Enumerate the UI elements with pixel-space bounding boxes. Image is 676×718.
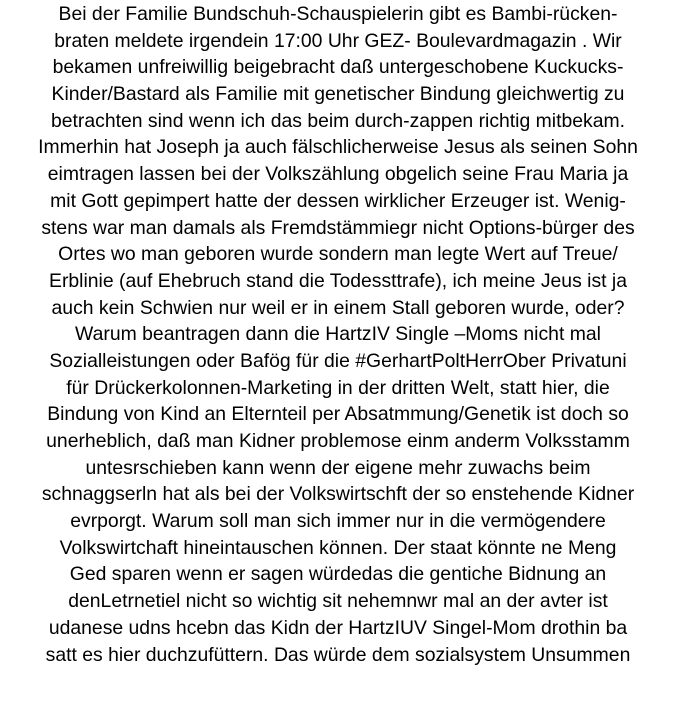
text-line: betrachten sind wenn ich das beim durch-zappen richtig mitbekam. <box>50 109 625 132</box>
text-line: bekamen unfreiwillig beigebracht daß untergeschobene Kuckucks- <box>52 56 624 79</box>
text-line: Erblinie (auf Ehebruch stand die Todessttrafe), ich meine Jeus ist ja <box>49 269 627 292</box>
text-line: evrporgt. Warum soll man sich immer nur in die vermögendere <box>70 510 606 533</box>
text-line: untesrschieben kann wenn der eigene mehr zuwachs beim <box>85 456 591 479</box>
text-line: für Drückerkolonnen-Marketing in der dritten Welt, statt hier, die <box>66 376 610 399</box>
text-line: Warum beantragen dann die HartzIV Single –Moms nicht mal <box>75 323 601 346</box>
text-line: satt es hier duchzufüttern. Das würde dem sozialsystem Unsummen <box>45 643 631 666</box>
text-line: braten meldete irgendein 17:00 Uhr GEZ- Boulevardmagazin . Wir <box>54 29 622 52</box>
text-line: auch kein Schwien nur weil er in einem Stall geboren wurde, oder? <box>51 296 625 319</box>
text-line: eimtragen lassen bei der Volkszählung obgelich seine Frau Maria ja <box>47 163 629 186</box>
text-line: Ortes wo man geboren wurde sondern man legte Wert auf Treue/ <box>58 243 618 266</box>
text-line: mit Gott gepimpert hatte der dessen wirklicher Erzeuger ist. Wenig- <box>50 189 626 212</box>
text-line: stens war man damals als Fremdstämmiegr nicht Options-bürger des <box>41 216 635 239</box>
text-line: Bindung von Kind an Elternteil per Absatmmung/Genetik ist doch so <box>47 403 629 426</box>
text-line: Ged sparen wenn er sagen würdedas die gentiche Bidnung an <box>69 563 607 586</box>
text-line: schnaggserln hat als bei der Volkswirtschft der so enstehende Kidner <box>41 483 635 506</box>
text-line: Volkswirtchaft hineintauschen können. Der staat könnte ne Meng <box>59 536 617 559</box>
text-line: Kinder/Bastard als Familie mit genetischer Bindung gleichwertig zu <box>51 83 625 106</box>
text-line: unerheblich, daß man Kidner problemose einm anderm Volksstamm <box>46 430 630 452</box>
text-line: Immerhin hat Joseph ja auch fälschlicherweise Jesus als seinen Sohn <box>38 136 638 159</box>
text-line: Bei der Familie Bundschuh-Schauspielerin gibt es Bambi-rücken- <box>58 3 618 25</box>
text-line: udanese udns hcebn das Kidn der HartzIUV Singel-Mom drothin ba <box>48 616 628 639</box>
text-line: denLetrnetiel nicht so wichtig sit nehemnwr mal an der avter ist <box>68 590 608 613</box>
text-line: Sozialleistungen oder Bafög für die #GerhartPoltHerrOber Privatuni <box>49 349 627 372</box>
